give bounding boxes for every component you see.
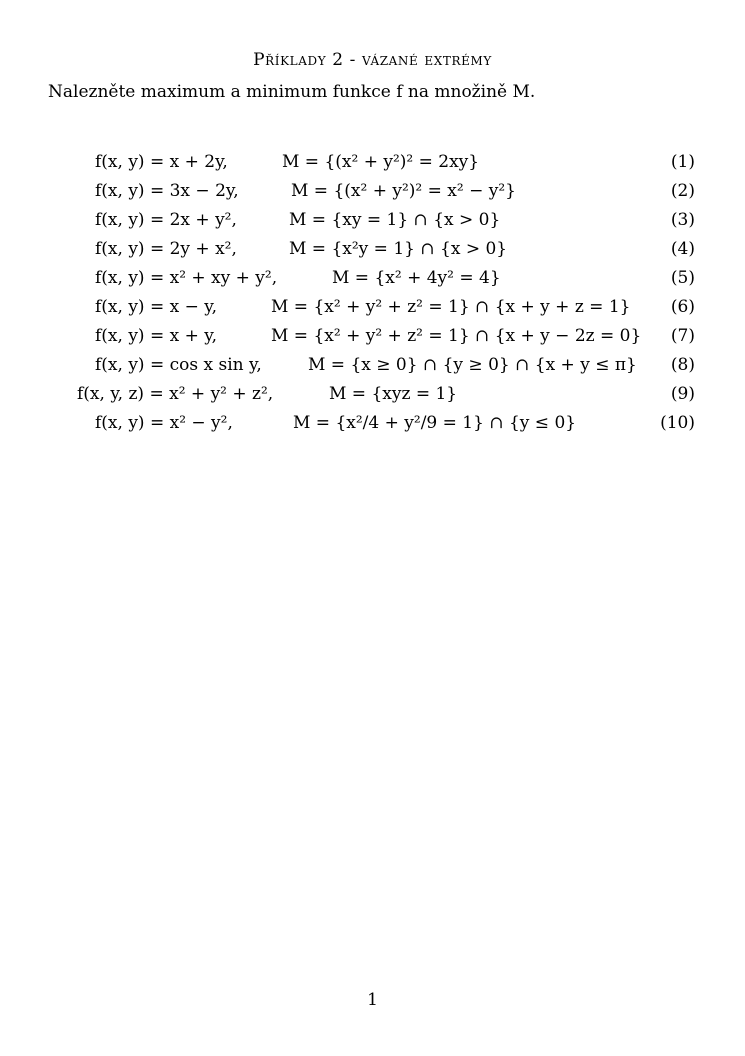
- equation-function: f(x, y, z) = x² + y² + z²,: [77, 384, 274, 404]
- equation-row: [0, 411, 745, 440]
- equation-row: [0, 208, 745, 237]
- equation-row: [0, 179, 745, 208]
- equation-row: [0, 150, 745, 179]
- equation-row: [0, 324, 745, 353]
- equation-set: M = {x²/4 + y²/9 = 1} ∩ {y ≤ 0}: [293, 413, 577, 433]
- equation-row: [0, 266, 745, 295]
- equation-number: (8): [670, 355, 695, 375]
- equation-number: (3): [670, 210, 695, 230]
- equation-function: f(x, y) = x + y,: [95, 326, 217, 346]
- equation-function: f(x, y) = 3x − 2y,: [95, 181, 239, 201]
- equation-function: f(x, y) = cos x sin y,: [95, 355, 262, 375]
- page-number: 1: [367, 990, 378, 1010]
- equation-number: (4): [670, 239, 695, 259]
- equation-function: f(x, y) = x + 2y,: [95, 152, 228, 172]
- equation-set: M = {x² + y² + z² = 1} ∩ {x + y + z = 1}: [271, 297, 631, 317]
- equation-set: M = {x²y = 1} ∩ {x > 0}: [289, 239, 508, 259]
- equation-function: f(x, y) = 2x + y²,: [95, 210, 237, 230]
- equation-set: M = {xyz = 1}: [329, 384, 458, 404]
- instruction-text: Nalezněte maximum a minimum funkce f na množině M.: [48, 82, 536, 102]
- equation-set: M = {x² + 4y² = 4}: [332, 268, 501, 288]
- page-title: Příklady 2 - vázané extrémy: [253, 50, 492, 70]
- equation-set: M = {xy = 1} ∩ {x > 0}: [289, 210, 501, 230]
- equation-function: f(x, y) = x² − y²,: [95, 413, 233, 433]
- equation-number: (10): [660, 413, 695, 433]
- equation-number: (1): [670, 152, 695, 172]
- equation-function: f(x, y) = 2y + x²,: [95, 239, 237, 259]
- equation-function: f(x, y) = x − y,: [95, 297, 217, 317]
- equation-number: (7): [670, 326, 695, 346]
- equation-set: M = {(x² + y²)² = x² − y²}: [291, 181, 516, 201]
- equation-number: (2): [670, 181, 695, 201]
- equation-set: M = {x² + y² + z² = 1} ∩ {x + y − 2z = 0}: [271, 326, 642, 346]
- equation-row: [0, 382, 745, 411]
- equation-number: (9): [670, 384, 695, 404]
- equation-function: f(x, y) = x² + xy + y²,: [95, 268, 278, 288]
- equation-row: [0, 237, 745, 266]
- equation-list: [0, 150, 745, 440]
- equation-row: [0, 295, 745, 324]
- equation-row: [0, 353, 745, 382]
- equation-number: (5): [670, 268, 695, 288]
- equation-set: M = {(x² + y²)² = 2xy}: [282, 152, 480, 172]
- equation-number: (6): [670, 297, 695, 317]
- equation-set: M = {x ≥ 0} ∩ {y ≥ 0} ∩ {x + y ≤ π}: [308, 355, 637, 375]
